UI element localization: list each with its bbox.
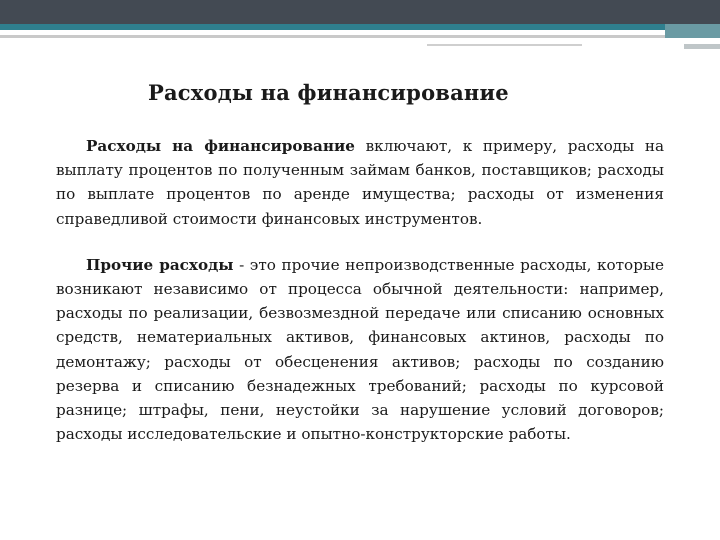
header-band-accent-block: [665, 24, 720, 38]
paragraph-lead: Расходы на финансирование: [86, 137, 355, 155]
header-band-teal: [0, 24, 720, 30]
paragraph-text: включают, к примеру, расходы на выплату процентов по полученным займам банков, поставщиков; расходы по выплате процентов по аренде имущества; расходы от изменения справедливой стоимости финансовых инструментов.: [56, 137, 665, 228]
paragraph-financing-costs: [56, 134, 664, 231]
slide-title: Расходы на финансирование: [148, 80, 509, 105]
paragraph-lead: Прочие расходы: [86, 255, 234, 274]
paragraph-text: - это прочие непроизводственные расходы, которые возникают независимо от процесса обычной деятельности: например, расходы по реализации, безвозмездной передаче или списанию основных средств, нематериальных активов, финансовых актинов, расходы по демонтажу; расходы от обесценения активов; расходы по созданию резерва и списанию безнадежных требований; расходы по курсовой разнице; штрафы, пени, неустойки за нарушение условий договоров; расходы исследовательские и опытно-конструкторские работы.: [56, 255, 664, 444]
header-band-dark: [0, 0, 720, 24]
header-divider-line: [0, 35, 665, 38]
header-corner-block: [684, 44, 720, 49]
paragraph-other-costs: [56, 253, 664, 447]
header-divider-short: [427, 44, 582, 46]
slide-body: [56, 134, 664, 446]
